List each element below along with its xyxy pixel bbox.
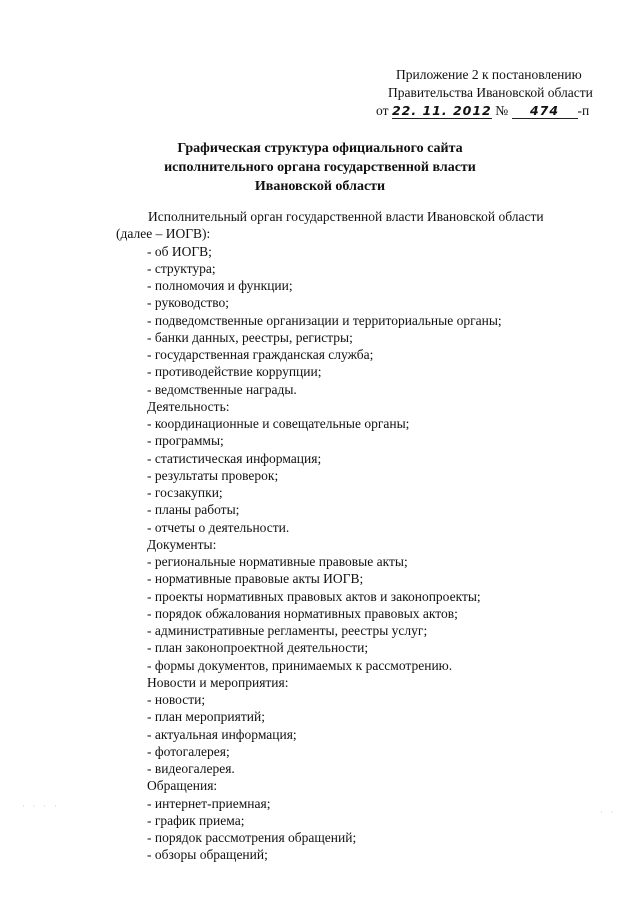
- document-title: [150, 139, 490, 196]
- list-item: - ведомственные награды.: [147, 381, 297, 397]
- list-item: - порядок обжалования нормативных правовых актов;: [147, 605, 458, 621]
- title-line-3: Ивановской области: [254, 179, 386, 194]
- appendix-line-2: Правительства Ивановской области: [388, 85, 593, 100]
- list-item: - статистическая информация;: [147, 450, 322, 466]
- handwritten-number: 474: [512, 104, 578, 119]
- list-item: - график приема;: [147, 812, 245, 828]
- handwritten-date: 22. 11. 2012: [391, 103, 492, 118]
- list-item: - координационные и совещательные органы;: [147, 416, 410, 431]
- list-item: - руководство;: [147, 295, 230, 311]
- list-item: - видеогалерея.: [147, 761, 235, 776]
- list-item: - программы;: [147, 433, 224, 449]
- list-item: - порядок рассмотрения обращений;: [147, 830, 357, 845]
- list-item: - отчеты о деятельности.: [147, 519, 290, 535]
- list-item: - актуальная информация;: [147, 726, 297, 742]
- document-body: [116, 208, 616, 864]
- section-heading: Документы:: [147, 536, 217, 552]
- list-item: - административные регламенты, реестры услуг;: [147, 623, 428, 638]
- section-heading: Новости и мероприятия:: [147, 674, 289, 690]
- list-item: - полномочия и функции;: [147, 278, 293, 293]
- list-item: - противодействие коррупции;: [147, 364, 322, 380]
- list-item: - план законопроектной деятельности;: [147, 640, 369, 656]
- list-item: - государственная гражданская служба;: [147, 347, 374, 362]
- list-item: - формы документов, принимаемых к рассмотрению.: [147, 657, 453, 673]
- list-item: - госзакупки;: [147, 485, 223, 500]
- list-item: - обзоры обращений;: [147, 847, 268, 863]
- list-item: - подведомственные организации и территориальные органы;: [147, 312, 502, 328]
- number-suffix: -п: [577, 103, 590, 118]
- list-item: - банки данных, реестры, регистры;: [147, 329, 353, 345]
- list-item: - результаты проверок;: [147, 467, 279, 483]
- from-label: от: [376, 103, 389, 118]
- list-item: - региональные нормативные правовые акты;: [147, 554, 408, 569]
- list-item: - планы работы;: [147, 502, 240, 518]
- intro-line-2: (далее – ИОГВ):: [116, 226, 211, 242]
- list-item: - интернет-приемная;: [147, 795, 271, 811]
- scan-artifact: · ·: [600, 808, 617, 817]
- intro-line-1: Исполнительный орган государственной власти Ивановской области: [148, 209, 544, 224]
- section-heading: Обращения:: [147, 778, 218, 794]
- title-line-1: Графическая структура официального сайта: [177, 141, 463, 156]
- list-item: - новости;: [147, 692, 206, 707]
- title-line-2: исполнительного органа государственной власти: [164, 160, 476, 175]
- section-heading: Деятельность:: [147, 398, 230, 414]
- scan-artifact: · · · ·: [22, 802, 60, 811]
- list-item: - проекты нормативных правовых актов и законопроекты;: [147, 588, 481, 604]
- appendix-line-1: Приложение 2 к постановлению: [396, 67, 582, 82]
- appendix-header: [376, 66, 616, 120]
- appendix-decree-line: [376, 102, 616, 120]
- number-label: №: [495, 103, 509, 118]
- list-item: - об ИОГВ;: [147, 243, 212, 259]
- list-item: - нормативные правовые акты ИОГВ;: [147, 571, 364, 587]
- list-item: - план мероприятий;: [147, 709, 265, 725]
- list-item: - структура;: [147, 260, 216, 276]
- list-item: - фотогалерея;: [147, 743, 230, 759]
